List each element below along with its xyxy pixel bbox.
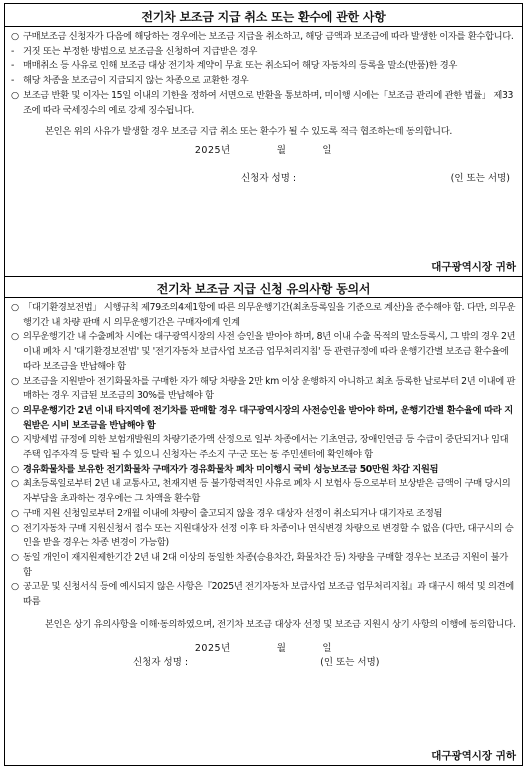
document-page (4, 3, 523, 766)
bullet-circle-marker: ○ (11, 463, 19, 475)
bullet-circle-marker: ○ (11, 551, 19, 563)
list-item-text: 동일 개인이 재지원제한기간 2년 내 2대 이상의 동일한 차종(승용차간, 화물차간 등) 차량을 구매할 경우는 보조금 지원이 불가함 (23, 551, 508, 578)
date-year: 2025년 (194, 145, 231, 157)
refund-item-list (5, 27, 522, 118)
list-item-text: 구매보조금 신청자가 다음에 해당하는 경우에는 보조금 지급을 취소하고, 해당 금액과 보조금에 따라 발생한 이자를 환수합니다. (23, 31, 514, 42)
list-item-text: 매매취소 등 사유로 인해 보조금 대상 전기차 계약이 무효 또는 취소되어 해당 자동차의 등록을 말소(반품)한 경우 (23, 60, 458, 72)
bullet-circle-marker: ○ (11, 522, 19, 534)
agreement-date (5, 640, 522, 654)
agreement-item-list (5, 298, 522, 610)
date-day: 일 (322, 642, 333, 654)
agreement-section (4, 277, 523, 766)
list-item (11, 30, 516, 45)
bullet-dash-marker: - (11, 45, 15, 57)
list-item-text: 보조금 반환 및 이자는 15일 이내의 기한을 정하여 서면으로 반환을 통보하며, 미이행 시에는「보조금 관리에 관한 법률」 제33조에 따라 국세징수의 예로 강제 징수됩니다. (23, 89, 514, 116)
list-item-text: 최초등록일로부터 2년 내 교통사고, 천재지변 등 불가항력적인 사유로 폐차 시 보험사 등으로부터 보상받은 금액이 구매 당시의 자부담을 초과하는 경우에는 그 차액을 환수함 (23, 478, 511, 505)
refund-consent-text: 본인은 위의 사유가 발생할 경우 보조금 지급 취소 또는 환수가 될 수 있도록 적극 협조하는데 동의합니다. (45, 126, 453, 138)
list-item (11, 404, 516, 433)
list-item (11, 301, 516, 330)
agreement-addressee: 대구광역시장 귀하 (431, 750, 516, 762)
list-item-text: 「대기환경보전법」 시행규칙 제79조의4제1항에 따른 의무운행기간(최초등록일을 기준으로 계산)을 준수해야 함. 다만, 의무운행기간 내 차량 판매 시 의무운행기간은 구매자에게 인계 (23, 302, 516, 328)
bullet-circle-marker: ○ (11, 404, 19, 416)
list-item-text: 전기자동차 구매 지원신청서 접수 또는 지원대상자 선정 이후 타 차종이나 연식변경 차량으로 변경할 수 없음 (다만, 대구시의 승인을 받을 경우는 차종 변경이 가능함) (23, 522, 514, 549)
list-item (11, 507, 516, 522)
date-month: 월 (276, 145, 287, 157)
list-item-text: 경유화물차를 보유한 전기화물차 구매자가 경유화물차 폐차 미이행시 국비 성능보조금 50만원 차감 지원됨 (23, 463, 439, 475)
list-item-text: 의무운행기간 내 수출폐차 시에는 대구광역시장의 사전 승인을 받아야 하며, 8년 이내 수출 목적의 말소등록시, 그 밖의 경우 2년 이내 폐차 시 '대기환경보전법' 및 '전기자동차 보급사업 보조금 업무처리지침' 등 관련규정에 따라 운행기간별 보조금 환수율에 따라 보조금을 반납해야 함 (23, 331, 516, 372)
bullet-circle-marker: ○ (11, 478, 19, 490)
refund-section-title: 전기차 보조금 지급 취소 또는 환수에 관한 사항 (5, 4, 522, 27)
list-item-text: 공고문 및 신청서식 등에 예시되지 않은 사항은『2025년 전기자동차 보급사업 보조금 업무처리지침』과 대구시 해석 및 의견에 따름 (23, 581, 514, 608)
bullet-circle-marker: ○ (11, 89, 19, 101)
bullet-circle-marker: ○ (11, 302, 19, 313)
list-item (11, 580, 516, 609)
bullet-circle-marker: ○ (11, 331, 19, 343)
bullet-circle-marker: ○ (11, 375, 19, 387)
refund-addressee: 대구광역시장 귀하 (431, 261, 516, 273)
list-item-text: 해당 차종을 보조금이 지급되지 않는 차종으로 교환한 경우 (23, 75, 249, 87)
list-item-text: 거짓 또는 부정한 방법으로 보조금을 신청하여 지급받은 경우 (23, 45, 258, 57)
list-item-text: 구매 지원 신청일로부터 2개월 이내에 차량이 출고되지 않을 경우 대상자 선정이 취소되거나 대기자로 조정됨 (23, 507, 443, 519)
refund-signature-line (5, 170, 522, 184)
list-item-text: 의무운행기간 2년 이내 타지역에 전기차를 판매할 경우 대구광역시장의 사전승인을 받아야 하며, 운행기간별 환수율에 따라 지원받은 시비 보조금을 반납해야 함 (23, 404, 513, 431)
seal-or-signature-label: (인 또는 서명) (450, 173, 510, 185)
list-item (11, 551, 516, 580)
bullet-circle-marker: ○ (11, 434, 19, 446)
refund-section (4, 3, 523, 277)
agreement-consent-text: 본인은 상기 유의사항을 이해·동의하였으며, 전기차 보조금 대상자 선정 및 보조금 지원시 상기 사항의 이행에 동의합니다. (45, 618, 516, 630)
list-item (11, 463, 516, 478)
list-item (11, 330, 516, 374)
refund-date (5, 142, 522, 156)
date-year: 2025년 (194, 642, 231, 654)
bullet-circle-marker: ○ (11, 31, 19, 42)
list-item (11, 433, 516, 462)
bullet-dash-marker: - (11, 60, 15, 72)
list-item (11, 477, 516, 506)
date-month: 월 (276, 642, 287, 654)
applicant-name-label: 신청자 성명 : (133, 656, 189, 668)
seal-or-signature-label: (인 또는 서명) (320, 656, 380, 668)
list-item (11, 375, 516, 404)
list-item-text: 보조금을 지원받아 전기화물차를 구매한 자가 해당 차량을 2만 km 이상 운행하지 아니하고 최초 등록한 날로부터 2년 이내에 판매하는 경우 지급된 보조금의 30%를 반납해야 함 (23, 375, 516, 402)
list-item (11, 74, 516, 89)
agreement-section-title: 전기차 보조금 지급 신청 유의사항 동의서 (5, 277, 522, 298)
bullet-circle-marker: ○ (11, 507, 19, 519)
agreement-signature-line (5, 654, 522, 668)
list-item (11, 59, 516, 74)
list-item (11, 45, 516, 60)
applicant-name-label: 신청자 성명 : (241, 173, 297, 185)
list-item-text: 지방세법 규정에 의한 보험개발원의 차량기준가액 산정으로 일부 차종에서는 기초연금, 장애인연금 등 수급이 중단되거나 임대주택 입주자격 등 탈락 될 수 있으니 신청자는 주소지 구·군 또는 동 주민센터에 확인해야 함 (23, 434, 509, 461)
list-item (11, 89, 516, 118)
list-item (11, 522, 516, 551)
bullet-dash-marker: - (11, 75, 15, 87)
bullet-circle-marker: ○ (11, 581, 19, 593)
date-day: 일 (322, 145, 333, 157)
